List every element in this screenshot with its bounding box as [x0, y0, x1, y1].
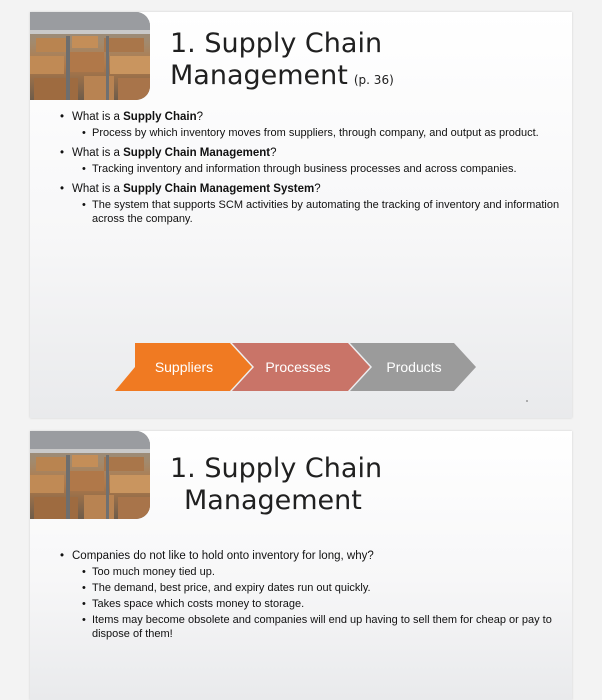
- warehouse-photo: [30, 12, 150, 100]
- page-reference: (p. 36): [353, 72, 394, 87]
- flow-label-suppliers: Suppliers: [154, 359, 214, 375]
- slide-supply-chain-definitions: [30, 12, 572, 418]
- title-line-1: 1. Supply Chain: [170, 453, 383, 484]
- answer-item: • The system that supports SCM activities by automating the tracking of inventory and information across the company.: [82, 198, 560, 226]
- question-term: Supply Chain Management System: [123, 183, 315, 195]
- title-line-1: 1. Supply Chain: [170, 28, 383, 59]
- reason-item: • The demand, best price, and expiry dates run out quickly.: [82, 581, 565, 595]
- reason-item: • Items may become obsolete and companies will end up having to sell them for cheap or pay to dispose of them!: [82, 613, 565, 641]
- question-text: What is a: [72, 147, 124, 159]
- reasons-list: [60, 549, 565, 647]
- point-text: Companies do not like to hold onto inventory for long, why?: [72, 550, 374, 562]
- slide-title: [170, 28, 394, 92]
- title-line-2: Management: [184, 484, 362, 516]
- warehouse-photo: [30, 431, 150, 519]
- definitions-list: [60, 110, 560, 232]
- slide-inventory-reasons: [30, 431, 572, 700]
- list-item: [60, 182, 560, 226]
- flow-label-products: Products: [386, 359, 442, 375]
- slide-title: [170, 453, 382, 517]
- reason-item: • Too much money tied up.: [82, 565, 565, 579]
- question-text: What is a: [72, 183, 124, 195]
- list-item: [60, 110, 560, 140]
- question-term: Supply Chain Management: [123, 147, 271, 159]
- list-item: [60, 549, 565, 641]
- flow-step-suppliers: [115, 343, 252, 391]
- flow-step-processes: [232, 343, 370, 391]
- answer-item: • Tracking inventory and information through business processes and across companies.: [82, 162, 560, 176]
- title-line-2: Management: [170, 59, 348, 91]
- reason-item: • Takes space which costs money to storage.: [82, 597, 565, 611]
- list-item: [60, 146, 560, 176]
- question-mark: ?: [196, 111, 204, 123]
- question-text: What is a: [72, 111, 124, 123]
- flow-label-processes: Processes: [265, 359, 331, 375]
- question-mark: ?: [270, 147, 277, 159]
- supply-chain-flow-diagram: [30, 338, 572, 398]
- slide-marker: [526, 400, 528, 402]
- question-term: Supply Chain: [123, 111, 197, 123]
- answer-item: • Process by which inventory moves from suppliers, through company, and output as product.: [82, 126, 560, 140]
- question-mark: ?: [314, 183, 321, 195]
